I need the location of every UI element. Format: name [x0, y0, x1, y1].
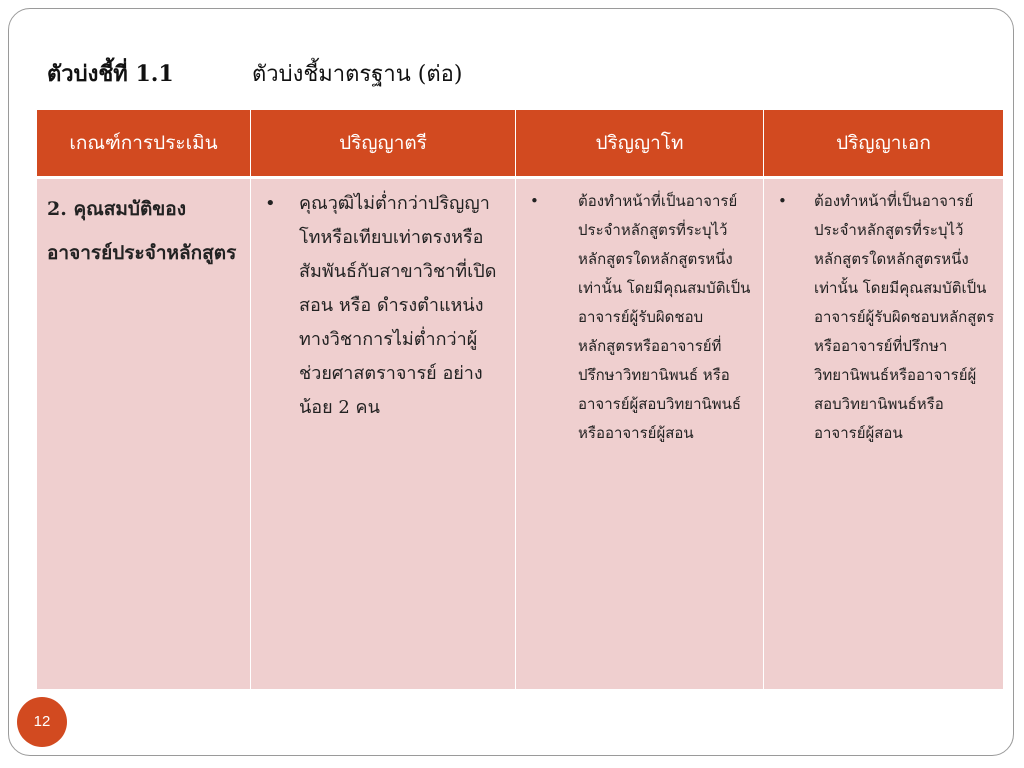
header-criteria: เกณฑ์การประเมิน	[37, 110, 251, 178]
master-requirement: ต้องทำหน้าที่เป็นอาจารย์ประจำหลักสูตรที่ระบุไว้หลักสูตรใดหลักสูตรหนึ่งเท่านั้น โดยมีคุณสมบัติเป็นอาจารย์ผู้รับผิดชอบหลักสูตรหรืออาจารย์ที่ปรึกษาวิทยานิพนธ์ หรืออาจารย์ผู้สอบวิทยานิพนธ์ หรืออาจารย์ผู้สอน	[578, 192, 751, 442]
list-item	[774, 187, 995, 448]
bullet-icon: •	[530, 192, 539, 210]
page-number-badge: 12	[17, 697, 67, 747]
header-doctor: ปริญญาเอก	[764, 110, 1004, 178]
indicator-number: ตัวบ่งชี้ที่ 1.1	[47, 61, 174, 87]
bachelor-cell	[251, 178, 516, 690]
table-row	[37, 178, 1004, 690]
doctor-cell	[764, 178, 1004, 690]
bachelor-requirement: คุณวุฒิไม่ต่ำกว่าปริญญาโทหรือเทียบเท่าตรงหรือสัมพันธ์กับสาขาวิชาที่เปิดสอน หรือ ดำรงตำแหน่งทางวิชาการไม่ต่ำกว่าผู้ช่วยศาสตราจารย์ อย่างน้อย 2 คน	[299, 193, 497, 418]
bullet-icon: •	[265, 193, 276, 214]
bullet-icon: •	[778, 192, 787, 210]
list-item	[526, 187, 755, 448]
table-header-row	[37, 110, 1004, 178]
indicator-title: ตัวบ่งชี้มาตรฐาน (ต่อ)	[252, 62, 463, 87]
master-cell	[516, 178, 764, 690]
criteria-text: 2. คุณสมบัติของอาจารย์ประจำหลักสูตร	[47, 198, 237, 264]
header-master: ปริญญาโท	[516, 110, 764, 178]
header-bachelor: ปริญญาตรี	[251, 110, 516, 178]
doctor-requirement: ต้องทำหน้าที่เป็นอาจารย์ประจำหลักสูตรที่ระบุไว้หลักสูตรใดหลักสูตรหนึ่งเท่านั้น โดยมีคุณสมบัติเป็นอาจารย์ผู้รับผิดชอบหลักสูตร หรืออาจารย์ที่ปรึกษาวิทยานิพนธ์หรืออาจารย์ผู้สอบวิทยานิพนธ์หรืออาจารย์ผู้สอน	[814, 192, 995, 442]
criteria-cell	[37, 178, 251, 690]
criteria-table	[36, 109, 1004, 690]
criteria-table-container	[36, 109, 1003, 690]
list-item	[261, 187, 507, 425]
